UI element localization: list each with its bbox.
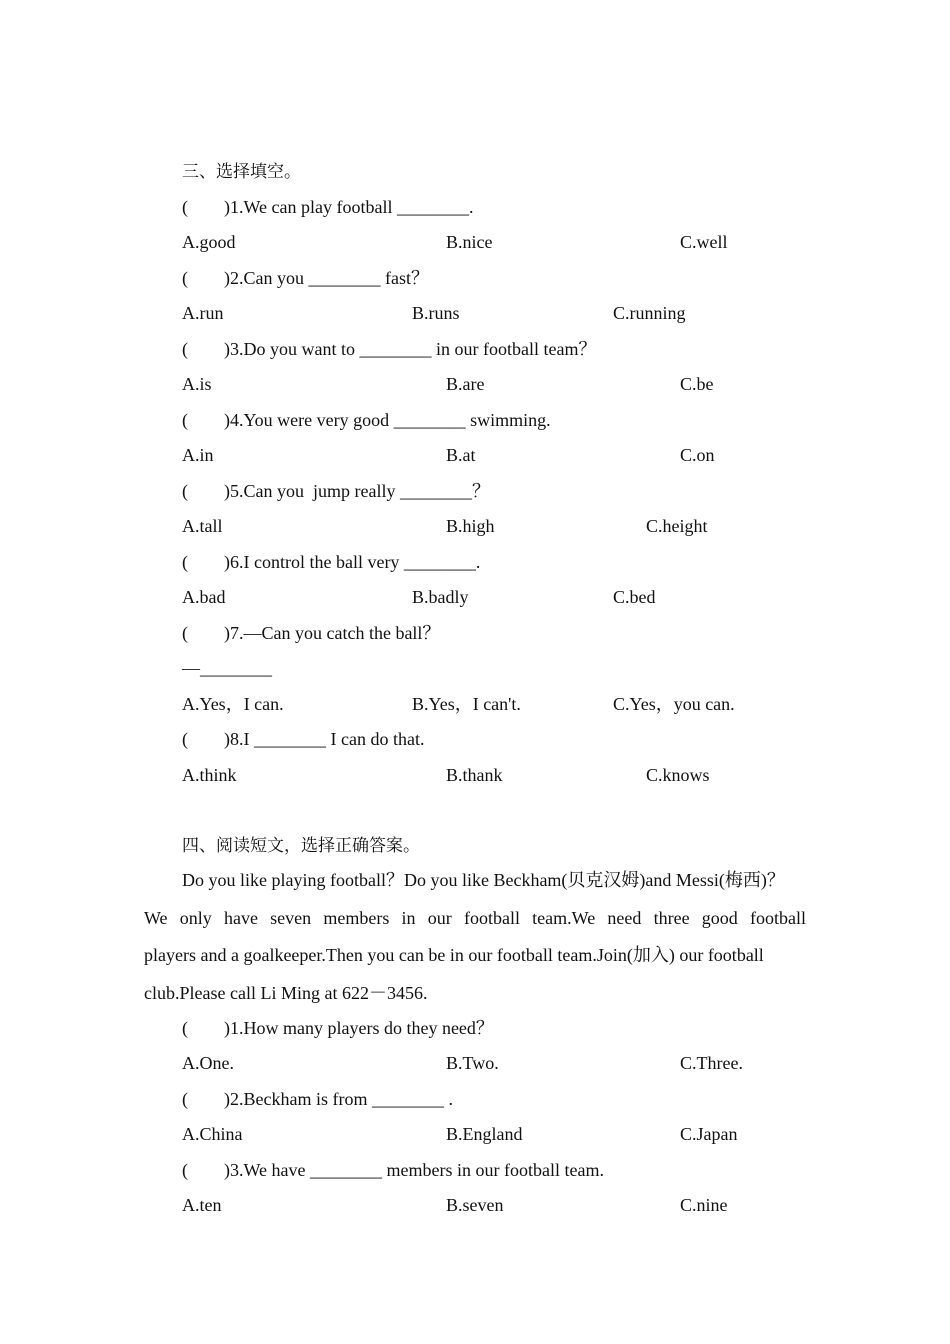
- q3-option-b: B.are: [446, 374, 485, 394]
- question-5: ( )5.Can you jump really ________？: [182, 481, 490, 501]
- q5-option-b: B.high: [446, 516, 495, 536]
- q6-option-c: C.bed: [613, 587, 656, 607]
- question-2: ( )2.Can you ________ fast？: [182, 268, 429, 288]
- question-6: ( )6.I control the ball very ________.: [182, 552, 481, 572]
- passage-line-2: We only have seven members in our football team.We need three good football: [144, 908, 806, 928]
- rq2-option-a: A.China: [182, 1124, 243, 1144]
- q3-option-a: A.is: [182, 374, 212, 394]
- reading-question-3: ( )3.We have ________ members in our football team.: [182, 1160, 604, 1180]
- q2-option-b: B.runs: [412, 303, 460, 323]
- q7-option-b: B.Yes，I can't.: [412, 694, 521, 714]
- q3-option-c: C.be: [680, 374, 714, 394]
- rq3-option-a: A.ten: [182, 1195, 222, 1215]
- q4-option-a: A.in: [182, 445, 214, 465]
- q6-option-a: A.bad: [182, 587, 226, 607]
- rq3-option-c: C.nine: [680, 1195, 728, 1215]
- rq3-option-b: B.seven: [446, 1195, 504, 1215]
- q2-option-a: A.run: [182, 303, 224, 323]
- q1-option-a: A.good: [182, 232, 236, 252]
- q1-option-c: C.well: [680, 232, 728, 252]
- question-7-answer-line: —________: [182, 658, 272, 678]
- question-8: ( )8.I ________ I can do that.: [182, 729, 425, 749]
- q1-option-b: B.nice: [446, 232, 493, 252]
- rq1-option-b: B.Two.: [446, 1053, 499, 1073]
- passage-line-3: players and a goalkeeper.Then you can be in our football team.Join(加入) our football: [144, 945, 764, 965]
- reading-question-2: ( )2.Beckham is from ________ .: [182, 1089, 453, 1109]
- q8-option-c: C.knows: [646, 765, 710, 785]
- question-3: ( )3.Do you want to ________ in our football team？: [182, 339, 597, 359]
- q8-option-b: B.thank: [446, 765, 503, 785]
- rq1-option-a: A.One.: [182, 1053, 234, 1073]
- rq2-option-b: B.England: [446, 1124, 523, 1144]
- q7-option-a: A.Yes，I can.: [182, 694, 284, 714]
- q6-option-b: B.badly: [412, 587, 469, 607]
- passage-line-4: club.Please call Li Ming at 622－3456.: [144, 983, 428, 1003]
- q5-option-c: C.height: [646, 516, 708, 536]
- q5-option-a: A.tall: [182, 516, 223, 536]
- q4-option-b: B.at: [446, 445, 476, 465]
- q8-option-a: A.think: [182, 765, 237, 785]
- q4-option-c: C.on: [680, 445, 715, 465]
- question-7: ( )7.—Can you catch the ball？: [182, 623, 441, 643]
- question-1: ( )1.We can play football ________.: [182, 197, 474, 217]
- reading-question-1: ( )1.How many players do they need？: [182, 1018, 494, 1038]
- passage-line-1: Do you like playing football？Do you like Beckham(贝克汉姆)and Messi(梅西)？: [182, 870, 785, 890]
- q7-option-c: C.Yes，you can.: [613, 694, 735, 714]
- question-4: ( )4.You were very good ________ swimming.: [182, 410, 551, 430]
- section3-heading: 三、选择填空。: [182, 162, 301, 182]
- section4-heading: 四、阅读短文，选择正确答案。: [182, 836, 420, 856]
- q2-option-c: C.running: [613, 303, 686, 323]
- rq1-option-c: C.Three.: [680, 1053, 743, 1073]
- rq2-option-c: C.Japan: [680, 1124, 738, 1144]
